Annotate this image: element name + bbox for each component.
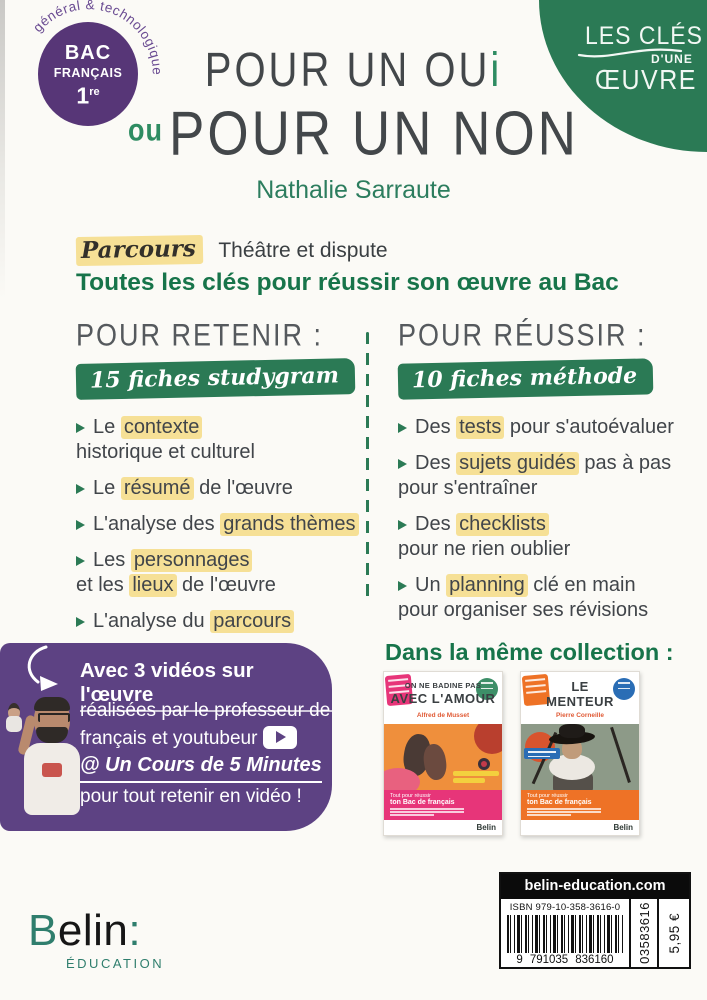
book-cover-art	[384, 724, 502, 790]
list-item: Le résumé de l'œuvre	[76, 476, 364, 501]
book-cover-le-menteur	[520, 671, 640, 836]
book-banner: Tout pour réussir ton Bac de français	[384, 790, 502, 820]
book-title-line2: MENTEUR	[546, 694, 614, 709]
publisher-logo	[28, 906, 164, 971]
succeed-heading: POUR RÉUSSIR :	[398, 318, 647, 353]
youtube-play-icon	[263, 726, 297, 749]
grade-label: 1re	[76, 82, 100, 109]
list-item: Le contexte historique et culturel	[76, 416, 255, 463]
video-promo-box	[0, 643, 332, 831]
website-banner: belin-education.com	[501, 874, 689, 899]
curved-arrow-icon	[16, 645, 74, 695]
belin-wordmark: Belin:	[28, 906, 142, 955]
reference-strip	[629, 899, 657, 967]
succeed-list	[398, 415, 690, 623]
list-item: Des sujets guidés pas à pas pour s'entraîner	[398, 452, 672, 499]
bullet-triangle-icon	[398, 459, 407, 469]
bullet-triangle-icon	[76, 484, 85, 494]
tagline: Toutes les clés pour réussir son œuvre au Bac	[76, 269, 619, 296]
education-label: ÉDUCATION	[66, 956, 165, 971]
list-item: Les personnages et les lieux de l'œuvre	[76, 549, 276, 596]
price-strip	[657, 899, 689, 967]
cartoon-avatar	[4, 703, 24, 733]
book-author: Pierre Corneille	[555, 712, 605, 719]
title-line1: POUR UN OUi	[204, 44, 503, 97]
retain-heading: POUR RETENIR :	[76, 318, 324, 353]
youtuber-photo	[4, 697, 80, 817]
belin-mini-logo: Belin	[613, 823, 633, 832]
bullet-triangle-icon	[76, 423, 85, 433]
book-cover-art	[521, 724, 639, 790]
succeed-badge: 10 fiches méthode	[398, 358, 654, 399]
francais-label: FRANÇAIS	[53, 65, 123, 80]
barcode	[507, 915, 623, 953]
title-line2: $^{ou}$ POUR UN NON	[128, 99, 579, 169]
bullet-triangle-icon	[76, 617, 85, 627]
flag-line1: LES CLÉS	[585, 20, 703, 50]
isbn-text: ISBN 979-10-358-3616-0	[509, 902, 621, 913]
barcode-block	[499, 872, 691, 969]
bullet-triangle-icon	[398, 520, 407, 530]
bullet-triangle-icon	[398, 581, 407, 591]
parcours-label: Parcours	[76, 235, 203, 266]
reference-number: 03583616	[636, 902, 652, 964]
belin-mini-logo: Belin	[476, 823, 496, 832]
isbn-area	[501, 899, 629, 967]
parcours-row	[76, 236, 388, 265]
book-title-line2: AVEC L'AMOUR	[390, 691, 496, 706]
collection-heading: Dans la même collection :	[385, 639, 674, 665]
book-footer	[384, 820, 502, 835]
list-item: Un planning clé en main pour organiser ses révisions	[398, 574, 649, 621]
book-banner: Tout pour réussir ton Bac de français	[521, 790, 639, 820]
ean-digits: 9 791035 836160	[516, 954, 614, 966]
book-cover-on-ne-badine-pas	[383, 671, 503, 836]
list-item: Des checklists pour ne rien oublier	[398, 513, 571, 560]
bac-label: BAC	[64, 41, 112, 64]
list-item: L'analyse du parcours	[76, 609, 364, 634]
retain-badge: 15 fiches studygram	[76, 358, 356, 400]
bullet-triangle-icon	[398, 423, 407, 433]
arc-text-label: général & technologique	[29, 0, 165, 76]
author-name: Nathalie Sarraute	[256, 176, 451, 204]
youtube-handle: @ Un Cours de 5 Minutes	[80, 752, 322, 783]
price: 5,95 €	[666, 912, 682, 954]
youtuber-figure	[22, 697, 80, 815]
bullet-triangle-icon	[76, 556, 85, 566]
book-author: Alfred de Musset	[416, 712, 470, 719]
flag-line2: D'UNE	[651, 52, 693, 66]
parcours-text: Théâtre et dispute	[218, 239, 388, 262]
list-item: Des tests pour s'autoévaluer	[398, 415, 690, 440]
bullet-triangle-icon	[76, 520, 85, 530]
book-title-line1: LE	[571, 679, 589, 694]
retain-list	[76, 415, 364, 634]
book-footer	[521, 820, 639, 835]
book-title-line1: ON NE BADINE PAS	[404, 681, 482, 690]
video-box-text: réalisées par le professeur de français et youtubeur @ Un Cours de 5 Minutes pour tout retenir en vidéo !	[80, 700, 331, 807]
column-divider	[366, 332, 369, 604]
flag-line3: ŒUVRE	[595, 64, 697, 96]
video-box-title: Avec 3 vidéos sur l'œuvre	[80, 659, 332, 712]
list-item: L'analyse des grands thèmes	[76, 512, 364, 537]
retain-column	[76, 318, 364, 645]
succeed-column	[398, 318, 690, 634]
